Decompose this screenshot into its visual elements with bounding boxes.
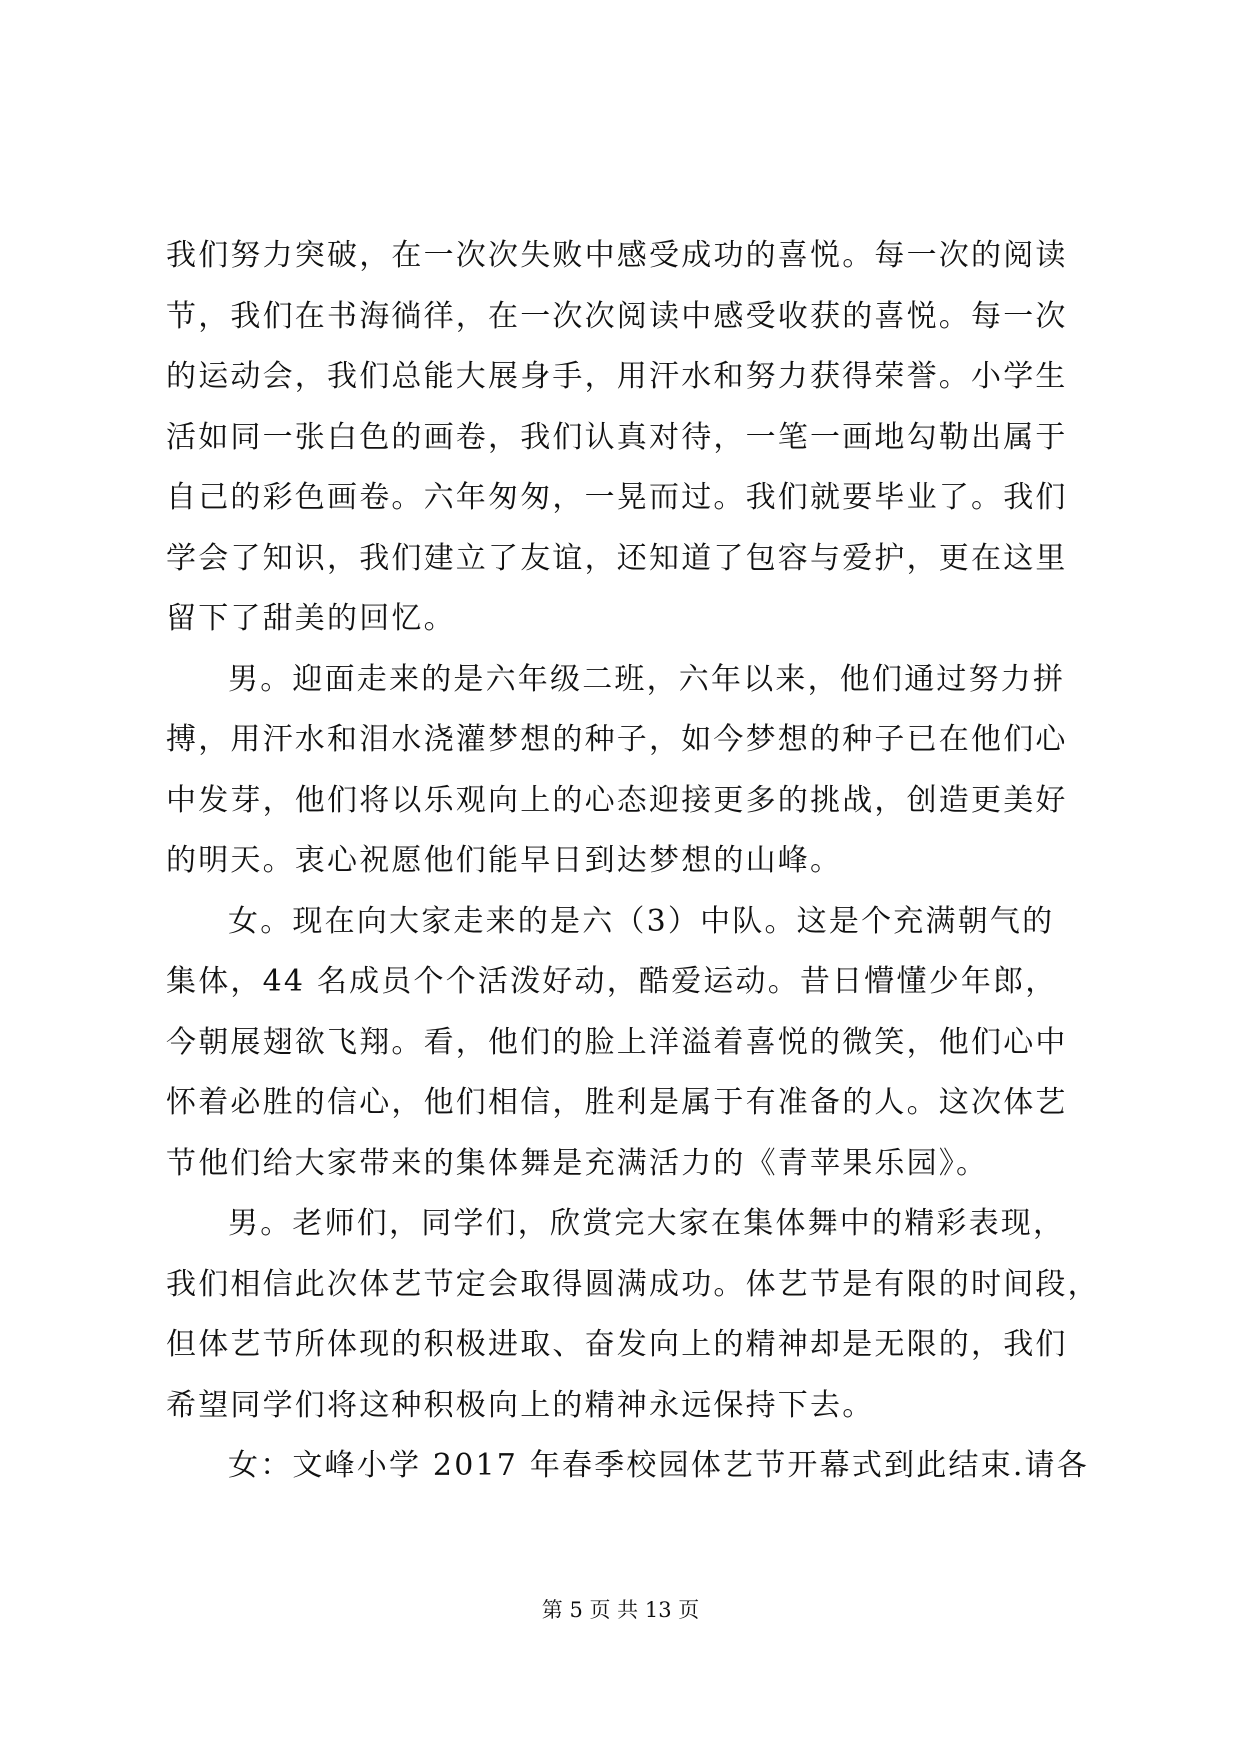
text-line: 我们相信此次体艺节定会取得圆满成功。体艺节是有限的时间段，: [166, 1266, 1100, 1302]
text-line: 希望同学们将这种积极向上的精神永远保持下去。: [166, 1387, 875, 1423]
text-line: 中发芽，他们将以乐观向上的心态迎接更多的挑战，创造更美好: [166, 782, 1068, 818]
text-line: 集体，44 名成员个个活泼好动，酷爱运动。昔日懵懂少年郎，: [166, 964, 1058, 999]
text-line: 自己的彩色画卷。六年匆匆，一晃而过。我们就要毕业了。我们: [166, 480, 1068, 515]
text-line: 怀着必胜的信心，他们相信，胜利是属于有准备的人。这次体艺: [166, 1085, 1068, 1120]
text-line: 的明天。衷心祝愿他们能早日到达梦想的山峰。: [166, 843, 843, 878]
text-line: 的运动会，我们总能大展身手，用汗水和努力获得荣誉。小学生: [166, 359, 1068, 394]
text-line: 但体艺节所体现的积极进取、奋发向上的精神却是无限的，我们: [166, 1327, 1068, 1362]
text-line: 我们努力突破，在一次次失败中感受成功的喜悦。每一次的阅读: [166, 238, 1068, 273]
text-line: 留下了甜美的回忆。: [166, 601, 456, 636]
text-line: 活如同一张白色的画卷，我们认真对待，一笔一画地勾勒出属于: [166, 419, 1068, 455]
body-text: [166, 226, 1100, 1497]
page-footer: 第 5 页 共 13 页: [541, 1598, 700, 1622]
text-line: 女。现在向大家走来的是六（3）中队。这是个充满朝气的: [228, 903, 1055, 939]
text-line: 节他们给大家带来的集体舞是充满活力的《青苹果乐园》。: [166, 1145, 989, 1181]
text-line: 今朝展翅欲飞翔。看，他们的脸上洋溢着喜悦的微笑，他们心中: [166, 1024, 1068, 1060]
text-line: 学会了知识，我们建立了友谊，还知道了包容与爱护，更在这里: [166, 540, 1068, 576]
text-line: 女：文峰小学 2017 年春季校园体艺节开幕式到此结束.请各: [228, 1448, 1089, 1483]
text-line: 搏，用汗水和泪水浇灌梦想的种子，如今梦想的种子已在他们心: [166, 722, 1068, 757]
text-line: 男。老师们，同学们，欣赏完大家在集体舞中的精彩表现，: [228, 1206, 1066, 1241]
text-line: 男。迎面走来的是六年级二班，六年以来，他们通过努力拼: [228, 661, 1066, 697]
text-line: 节，我们在书海徜徉，在一次次阅读中感受收获的喜悦。每一次: [166, 298, 1068, 334]
